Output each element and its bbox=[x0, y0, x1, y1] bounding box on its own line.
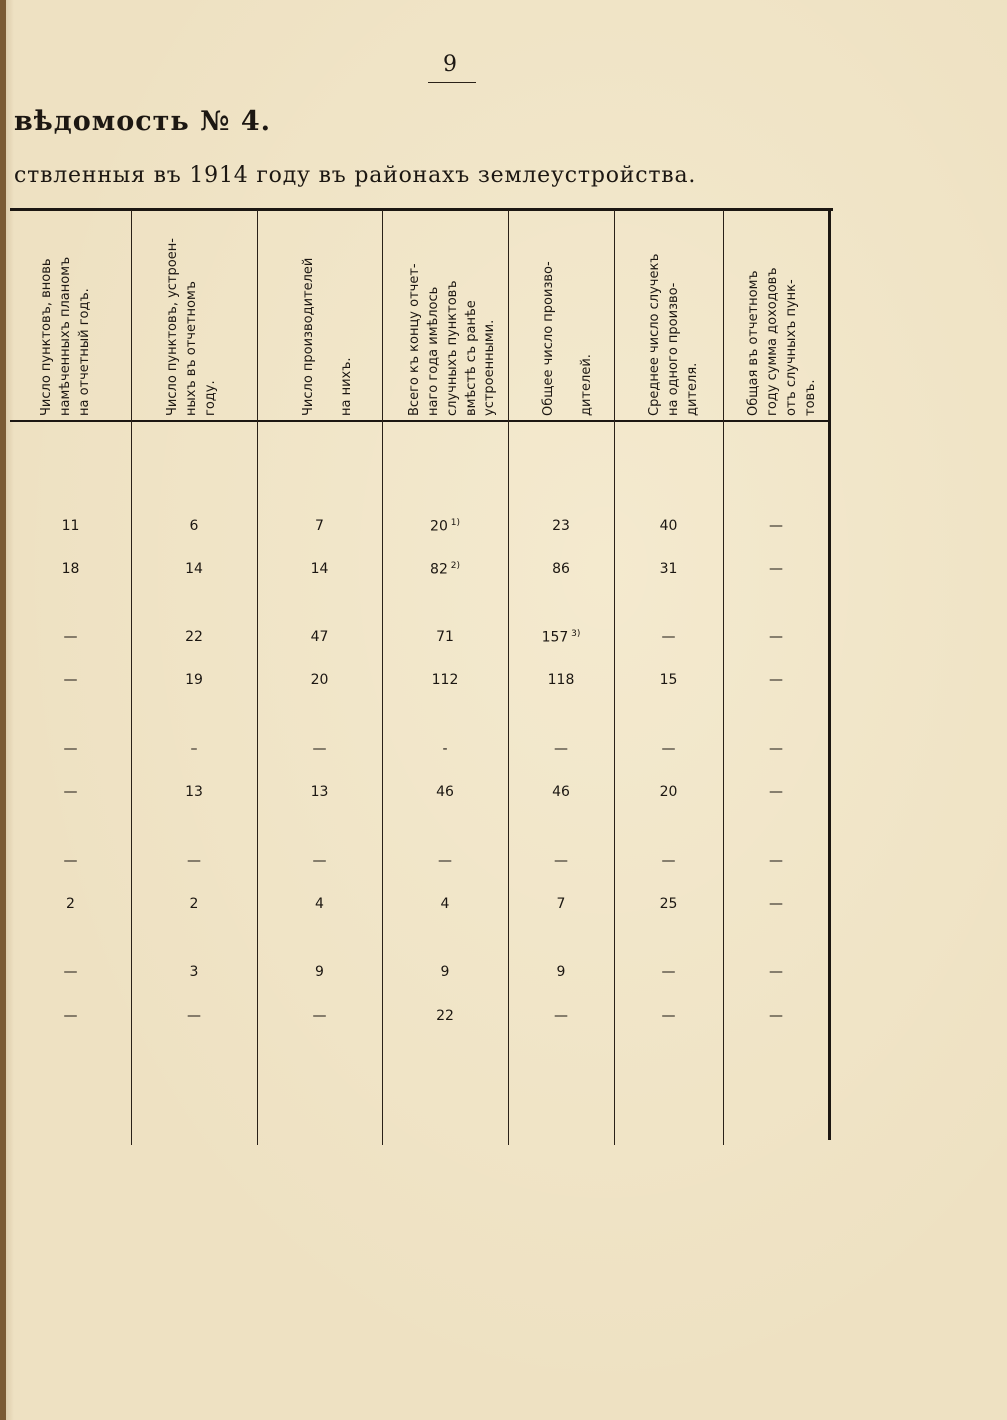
cell-value: — bbox=[63, 964, 78, 980]
cell-value: — bbox=[769, 964, 783, 980]
cell-value: 23 bbox=[552, 518, 570, 534]
table-cell bbox=[624, 896, 714, 912]
table-cell bbox=[275, 741, 365, 757]
cell-value: — bbox=[769, 561, 783, 577]
cell-value: 46 bbox=[436, 784, 454, 800]
column-header bbox=[38, 216, 39, 416]
cell-value: 46 bbox=[552, 784, 570, 800]
column-divider bbox=[508, 210, 509, 1145]
cell-value: 20 bbox=[659, 784, 678, 800]
cell-value: 19 bbox=[185, 672, 203, 688]
table-cell bbox=[149, 964, 239, 980]
cell-value: — bbox=[63, 853, 78, 869]
table-cell bbox=[26, 629, 116, 645]
table-cell bbox=[275, 1008, 365, 1024]
document-subtitle: ствленныя въ 1914 году въ районахъ землеустройства. bbox=[14, 163, 697, 188]
cell-value: — bbox=[769, 741, 783, 757]
column-divider bbox=[614, 210, 615, 1145]
table-cell bbox=[275, 964, 365, 980]
table-cell bbox=[516, 518, 606, 534]
table-cell bbox=[275, 672, 365, 688]
cell-value: 82 bbox=[430, 561, 448, 578]
cell-value: — bbox=[63, 629, 78, 645]
cell-value: — bbox=[312, 1008, 327, 1024]
footnote-mark: 1) bbox=[447, 518, 460, 528]
cell-value: — bbox=[769, 1008, 783, 1024]
table-cell bbox=[26, 784, 116, 800]
table-cell bbox=[149, 518, 239, 534]
cell-value: — bbox=[63, 741, 78, 757]
table-cell bbox=[516, 784, 606, 800]
cell-value: 13 bbox=[185, 784, 203, 800]
table-cell bbox=[731, 853, 821, 869]
table-cell bbox=[731, 964, 821, 980]
column-header bbox=[300, 216, 301, 416]
table-cell bbox=[149, 672, 239, 688]
cell-value: 157 bbox=[541, 629, 569, 646]
cell-value: — bbox=[661, 629, 676, 645]
cell-value: — bbox=[769, 896, 783, 912]
cell-value: 40 bbox=[659, 518, 678, 534]
cell-value: 9 bbox=[315, 964, 324, 980]
table-cell bbox=[624, 561, 714, 577]
table-cell bbox=[731, 561, 821, 577]
cell-value: — bbox=[63, 784, 78, 800]
table-cell bbox=[731, 784, 821, 800]
cell-value: 118 bbox=[547, 672, 575, 688]
binding-edge bbox=[0, 0, 6, 1420]
table-cell bbox=[516, 896, 606, 912]
cell-value: 9 bbox=[440, 964, 450, 980]
table-cell bbox=[731, 629, 821, 645]
cell-value: 2 bbox=[66, 896, 75, 912]
table-cell bbox=[624, 1008, 714, 1024]
cell-value: 20 bbox=[310, 672, 329, 688]
cell-value: — bbox=[63, 672, 78, 688]
table-cell bbox=[400, 629, 490, 645]
table-cell bbox=[275, 629, 365, 645]
cell-value: 4 bbox=[440, 896, 450, 912]
cell-value: — bbox=[769, 784, 783, 800]
cell-value: 20 bbox=[430, 518, 448, 535]
cell-value: — bbox=[554, 853, 568, 869]
table-cell bbox=[516, 853, 606, 869]
column-header bbox=[540, 216, 541, 416]
table-cell bbox=[516, 561, 606, 577]
column-divider bbox=[382, 210, 383, 1145]
table-cell bbox=[624, 518, 714, 534]
table-cell bbox=[26, 561, 116, 577]
cell-value: 4 bbox=[315, 896, 324, 912]
table-cell bbox=[400, 964, 490, 980]
cell-value: 22 bbox=[185, 629, 203, 645]
cell-value: — bbox=[769, 518, 783, 534]
footnote-mark: 3) bbox=[568, 629, 581, 639]
cell-value: 112 bbox=[431, 672, 459, 688]
table-cell bbox=[624, 672, 714, 688]
table-cell bbox=[400, 784, 490, 800]
cell-value: 25 bbox=[659, 896, 678, 912]
column-header bbox=[164, 216, 165, 416]
column-divider bbox=[257, 210, 258, 1145]
column-divider bbox=[131, 210, 132, 1145]
table-right-border bbox=[828, 210, 831, 1140]
table-cell bbox=[400, 1008, 490, 1024]
table-cell bbox=[624, 784, 714, 800]
cell-value: 31 bbox=[659, 561, 678, 577]
cell-value: 15 bbox=[659, 672, 678, 688]
table-cell bbox=[26, 741, 116, 757]
table-cell bbox=[516, 1008, 606, 1024]
column-header bbox=[646, 216, 647, 416]
cell-value: 9 bbox=[556, 964, 566, 980]
table-cell bbox=[516, 741, 606, 757]
table-cell bbox=[400, 561, 490, 578]
cell-value: 47 bbox=[310, 629, 329, 645]
table-cell bbox=[400, 853, 490, 869]
table-cell bbox=[400, 672, 490, 688]
cell-value: 86 bbox=[552, 561, 570, 577]
table-cell bbox=[624, 629, 714, 645]
table-cell bbox=[149, 784, 239, 800]
table-cell bbox=[624, 853, 714, 869]
table-cell bbox=[26, 896, 116, 912]
table-header-rule bbox=[10, 420, 830, 422]
page-number: 9 bbox=[443, 52, 457, 77]
table-cell bbox=[275, 896, 365, 912]
table-cell bbox=[149, 1008, 239, 1024]
cell-value: — bbox=[312, 741, 327, 757]
table-cell bbox=[624, 964, 714, 980]
table-cell bbox=[275, 853, 365, 869]
document-title: вѣдомость № 4. bbox=[14, 106, 272, 137]
cell-value: — bbox=[769, 853, 783, 869]
table-cell bbox=[275, 784, 365, 800]
table-cell bbox=[26, 672, 116, 688]
footnote-mark: 2) bbox=[447, 561, 460, 571]
table-cell bbox=[516, 964, 606, 980]
table-cell bbox=[149, 629, 239, 645]
cell-value: — bbox=[63, 1008, 78, 1024]
cell-value: 7 bbox=[315, 518, 324, 534]
table-cell bbox=[149, 741, 239, 757]
cell-value: – bbox=[190, 741, 198, 757]
cell-value: 18 bbox=[61, 561, 80, 577]
cell-value: — bbox=[769, 629, 783, 645]
cell-value: 13 bbox=[310, 784, 329, 800]
cell-value: 14 bbox=[185, 561, 203, 577]
table-cell bbox=[26, 518, 116, 534]
cell-value: 7 bbox=[556, 896, 566, 912]
cell-value: — bbox=[661, 853, 676, 869]
table-cell bbox=[731, 741, 821, 757]
table-cell bbox=[26, 853, 116, 869]
table-cell bbox=[516, 629, 606, 646]
table-cell bbox=[149, 853, 239, 869]
cell-value: — bbox=[661, 741, 676, 757]
table-cell bbox=[400, 741, 490, 757]
column-divider bbox=[723, 210, 724, 1145]
table-cell bbox=[149, 896, 239, 912]
table-cell bbox=[149, 561, 239, 577]
cell-value: 14 bbox=[310, 561, 329, 577]
cell-value: 71 bbox=[436, 629, 454, 645]
table-cell bbox=[275, 561, 365, 577]
table-cell bbox=[731, 896, 821, 912]
page-number-underline bbox=[428, 82, 476, 83]
column-header bbox=[406, 216, 407, 416]
cell-value: — bbox=[438, 853, 452, 869]
cell-value: — bbox=[187, 853, 201, 869]
column-header bbox=[745, 216, 746, 416]
table-cell bbox=[624, 741, 714, 757]
table-cell bbox=[400, 896, 490, 912]
table-cell bbox=[26, 964, 116, 980]
table-top-rule bbox=[10, 208, 833, 211]
cell-value: — bbox=[312, 853, 327, 869]
cell-value: 22 bbox=[436, 1008, 454, 1024]
cell-value: — bbox=[554, 1008, 568, 1024]
table-cell bbox=[516, 672, 606, 688]
cell-value: 3 bbox=[189, 964, 199, 980]
table-cell bbox=[26, 1008, 116, 1024]
cell-value: - bbox=[442, 741, 448, 757]
table-cell bbox=[731, 672, 821, 688]
table-cell bbox=[731, 1008, 821, 1024]
table-cell bbox=[275, 518, 365, 534]
cell-value: — bbox=[769, 672, 783, 688]
cell-value: — bbox=[661, 964, 676, 980]
cell-value: — bbox=[187, 1008, 201, 1024]
cell-value: 6 bbox=[189, 518, 199, 534]
table-cell bbox=[731, 518, 821, 534]
cell-value: 11 bbox=[61, 518, 80, 534]
cell-value: 2 bbox=[189, 896, 199, 912]
cell-value: — bbox=[661, 1008, 676, 1024]
table-cell bbox=[400, 518, 490, 535]
cell-value: — bbox=[554, 741, 568, 757]
